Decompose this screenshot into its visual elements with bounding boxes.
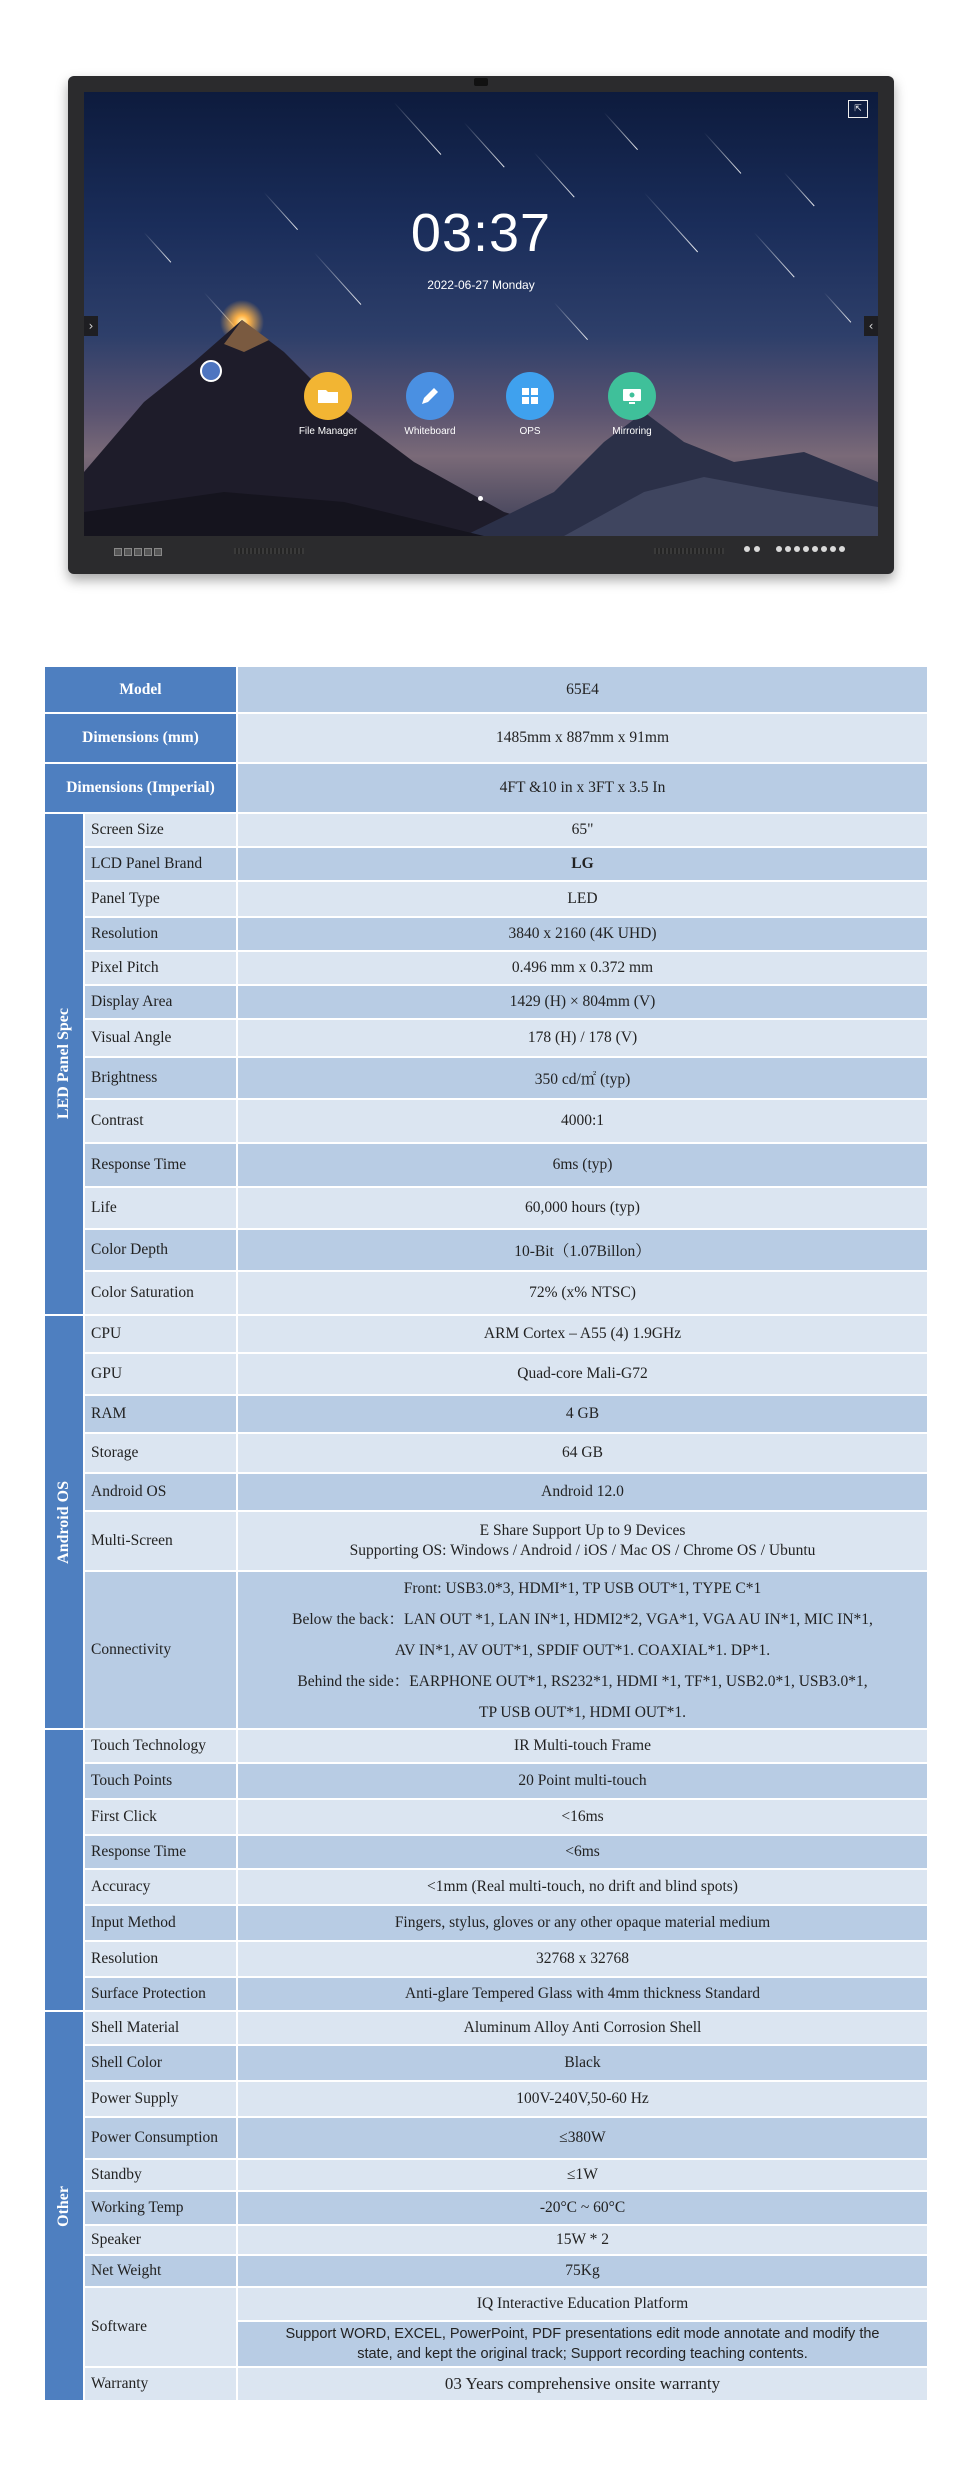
spec-value: 32768 x 32768 [237, 1941, 928, 1977]
spec-row [44, 1511, 928, 1571]
front-button [776, 546, 782, 552]
spec-row [44, 1799, 928, 1835]
spec-value: 6ms (typ) [237, 1143, 928, 1187]
spec-row [44, 1941, 928, 1977]
section-label-android-os: Android OS [44, 1315, 84, 1729]
spec-label: Android OS [84, 1473, 237, 1511]
spec-row [44, 1099, 928, 1143]
spec-row [44, 1473, 928, 1511]
front-button [812, 546, 818, 552]
spec-value: 20 Point multi-touch [237, 1763, 928, 1799]
spec-label: Contrast [84, 1099, 237, 1143]
spec-label: Dimensions (Imperial) [44, 763, 237, 813]
section-label-other: Other [44, 2011, 84, 2401]
app-label: Mirroring [612, 426, 652, 437]
app-mirroring[interactable] [592, 372, 672, 437]
app-file-manager[interactable] [288, 372, 368, 437]
spec-row [44, 917, 928, 951]
spec-value: ≤1W [237, 2159, 928, 2191]
spec-value: Anti-glare Tempered Glass with 4mm thickness Standard [237, 1977, 928, 2011]
spec-row-dimensions-imperial [44, 763, 928, 813]
spec-value: Quad-core Mali-G72 [237, 1353, 928, 1395]
spec-row [44, 847, 928, 881]
spec-label: Connectivity [84, 1571, 237, 1729]
app-label: Whiteboard [404, 426, 456, 437]
spec-label: Speaker [84, 2225, 237, 2255]
spec-row [44, 1977, 928, 2011]
front-button [794, 546, 800, 552]
spec-value: Fingers, stylus, gloves or any other opaque material medium [237, 1905, 928, 1941]
spec-row [44, 1835, 928, 1869]
spec-label: Color Depth [84, 1229, 237, 1271]
spec-label: Standby [84, 2159, 237, 2191]
spec-label: Software [84, 2287, 237, 2367]
front-port [154, 548, 162, 556]
spec-value-line: Front: USB3.0*3, HDMI*1, TP USB OUT*1, TYPE C*1 [403, 1579, 762, 1597]
spec-row [44, 1187, 928, 1229]
right-sidebar-arrow-icon[interactable]: ‹ [864, 316, 878, 336]
spec-row [44, 985, 928, 1019]
app-label: File Manager [298, 426, 358, 437]
spec-row [44, 1571, 928, 1729]
spec-value-line: Supporting OS: Windows / Android / iOS / Mac OS / Chrome OS / Ubuntu [349, 1542, 816, 1559]
spec-label: Touch Points [84, 1763, 237, 1799]
spec-value: LG [237, 847, 928, 881]
bottom-bezel [84, 540, 878, 568]
spec-value: IQ Interactive Education Platform [237, 2287, 928, 2321]
spec-value: Black [237, 2045, 928, 2081]
spec-value: 0.496 mm x 0.372 mm [237, 951, 928, 985]
spec-row-model [44, 666, 928, 713]
interactive-display-image [68, 76, 894, 574]
spec-value: 65" [237, 813, 928, 847]
front-port [114, 548, 122, 556]
spec-label: Net Weight [84, 2255, 237, 2287]
spec-row [44, 1869, 928, 1905]
clock-date: 2022-06-27 Monday [427, 278, 535, 292]
spec-label: Response Time [84, 1835, 237, 1869]
spec-label: Response Time [84, 1143, 237, 1187]
front-button [744, 546, 750, 552]
floating-menu-icon[interactable] [200, 360, 222, 382]
front-port [134, 548, 142, 556]
spec-value: 4 GB [237, 1395, 928, 1433]
spec-value: 72% (x% NTSC) [237, 1271, 928, 1315]
spec-label: Life [84, 1187, 237, 1229]
spec-label: Visual Angle [84, 1019, 237, 1057]
spec-value: -20°C ~ 60°C [237, 2191, 928, 2225]
spec-label: Multi-Screen [84, 1511, 237, 1571]
spec-label: Working Temp [84, 2191, 237, 2225]
app-whiteboard[interactable] [390, 372, 470, 437]
spec-value: 350 cd/㎡ (typ) [237, 1057, 928, 1099]
spec-row [44, 1763, 928, 1799]
spec-label: Screen Size [84, 813, 237, 847]
spec-value: 4000:1 [237, 1099, 928, 1143]
spec-row [44, 1353, 928, 1395]
spec-value: 65E4 [237, 666, 928, 713]
pencil-icon [406, 372, 454, 420]
spec-row [44, 2081, 928, 2117]
spec-label: RAM [84, 1395, 237, 1433]
spec-label: Model [44, 666, 237, 713]
spec-row [44, 1271, 928, 1315]
clock-time: 03:37 [410, 203, 552, 263]
spec-row [44, 1315, 928, 1353]
left-sidebar-arrow-icon[interactable]: › [84, 316, 98, 336]
spec-row [44, 2117, 928, 2159]
spec-row [44, 2159, 928, 2191]
spec-value: Android 12.0 [237, 1473, 928, 1511]
spec-row [44, 2011, 928, 2045]
speaker-grille [234, 548, 304, 554]
spec-row [44, 1057, 928, 1099]
spec-value: 3840 x 2160 (4K UHD) [237, 917, 928, 951]
spec-label: Dimensions (mm) [44, 713, 237, 763]
spec-value: 178 (H) / 178 (V) [237, 1019, 928, 1057]
front-button [839, 546, 845, 552]
spec-value: LED [237, 881, 928, 917]
spec-label: Power Supply [84, 2081, 237, 2117]
spec-table [43, 665, 929, 2402]
spec-row-dimensions-mm [44, 713, 928, 763]
spec-row [44, 1433, 928, 1473]
spec-value: <1mm (Real multi-touch, no drift and blind spots) [237, 1869, 928, 1905]
spec-value: ≤380W [237, 2117, 928, 2159]
spec-value-line: Below the back：LAN OUT *1, LAN IN*1, HDMI2*2, VGA*1, VGA AU IN*1, MIC IN*1, [292, 1610, 873, 1628]
spec-label: Resolution [84, 917, 237, 951]
app-label: OPS [519, 426, 541, 437]
front-button [754, 546, 760, 552]
display-screen [84, 92, 878, 536]
mirroring-icon [608, 372, 656, 420]
spec-row [44, 1395, 928, 1433]
spec-value: ARM Cortex – A55 (4) 1.9GHz [237, 1315, 928, 1353]
spec-label: Pixel Pitch [84, 951, 237, 985]
spec-row [44, 2045, 928, 2081]
speaker-grille [654, 548, 724, 554]
spec-label: First Click [84, 1799, 237, 1835]
window-toggle-icon[interactable]: ⇱ [848, 100, 868, 118]
spec-row [44, 1019, 928, 1057]
spec-row [44, 881, 928, 917]
spec-value-line: state, and kept the original track; Support recording teaching contents. [357, 2346, 808, 2362]
page-indicator-dot [478, 496, 483, 501]
spec-label: Input Method [84, 1905, 237, 1941]
spec-row [44, 2191, 928, 2225]
spec-label: Color Saturation [84, 1271, 237, 1315]
spec-value: 64 GB [237, 1433, 928, 1473]
spec-label: Brightness [84, 1057, 237, 1099]
spec-row [44, 1229, 928, 1271]
front-button [821, 546, 827, 552]
spec-label: Surface Protection [84, 1977, 237, 2011]
spec-value: IR Multi-touch Frame [237, 1729, 928, 1763]
windows-icon [506, 372, 554, 420]
spec-value [237, 1511, 928, 1571]
front-port [144, 548, 152, 556]
front-button [830, 546, 836, 552]
spec-label: Warranty [84, 2367, 237, 2401]
spec-value: 15W * 2 [237, 2225, 928, 2255]
spec-value-line: Behind the side：EARPHONE OUT*1, RS232*1, HDMI *1, TF*1, USB2.0*1, USB3.0*1, [297, 1672, 868, 1690]
spec-value [237, 1571, 928, 1729]
section-label-led-panel: LED Panel Spec [44, 813, 84, 1315]
spec-label: Storage [84, 1433, 237, 1473]
spec-value: 1429 (H) × 804mm (V) [237, 985, 928, 1019]
spec-row [44, 2367, 928, 2401]
spec-value: 03 Years comprehensive onsite warranty [237, 2367, 928, 2401]
spec-row [44, 813, 928, 847]
spec-row [44, 2225, 928, 2255]
spec-row [44, 1729, 928, 1763]
spec-row [44, 1905, 928, 1941]
camera [474, 78, 488, 86]
spec-label: Shell Material [84, 2011, 237, 2045]
spec-row [44, 951, 928, 985]
spec-label: LCD Panel Brand [84, 847, 237, 881]
spec-label: CPU [84, 1315, 237, 1353]
spec-value: <6ms [237, 1835, 928, 1869]
spec-value: 10-Bit（1.07Billon） [237, 1229, 928, 1271]
app-ops[interactable] [490, 372, 570, 437]
spec-value-line: E Share Support Up to 9 Devices [479, 1522, 686, 1539]
front-port [124, 548, 132, 556]
spec-value-line: AV IN*1, AV OUT*1, SPDIF OUT*1. COAXIAL*1. DP*1. [394, 1641, 771, 1659]
spec-row [44, 2255, 928, 2287]
spec-value: 1485mm x 887mm x 91mm [237, 713, 928, 763]
spec-value [237, 2321, 928, 2367]
spec-value-line: Support WORD, EXCEL, PowerPoint, PDF presentations edit mode annotate and modify the [285, 2326, 880, 2342]
spec-value-line: TP USB OUT*1, HDMI OUT*1. [479, 1703, 686, 1721]
spec-value: 100V-240V,50-60 Hz [237, 2081, 928, 2117]
spec-label: GPU [84, 1353, 237, 1395]
section-label-touch [44, 1729, 84, 2011]
spec-value: <16ms [237, 1799, 928, 1835]
folder-icon [304, 372, 352, 420]
spec-row [44, 1143, 928, 1187]
spec-label: Power Consumption [84, 2117, 237, 2159]
spec-label: Display Area [84, 985, 237, 1019]
spec-label: Accuracy [84, 1869, 237, 1905]
spec-label: Touch Technology [84, 1729, 237, 1763]
spec-row-software [44, 2287, 928, 2321]
spec-value: 75Kg [237, 2255, 928, 2287]
front-button [785, 546, 791, 552]
front-button [803, 546, 809, 552]
spec-label: Shell Color [84, 2045, 237, 2081]
spec-value: 60,000 hours (typ) [237, 1187, 928, 1229]
spec-label: Resolution [84, 1941, 237, 1977]
spec-value: 4FT &10 in x 3FT x 3.5 In [237, 763, 928, 813]
spec-label: Panel Type [84, 881, 237, 917]
spec-value: Aluminum Alloy Anti Corrosion Shell [237, 2011, 928, 2045]
